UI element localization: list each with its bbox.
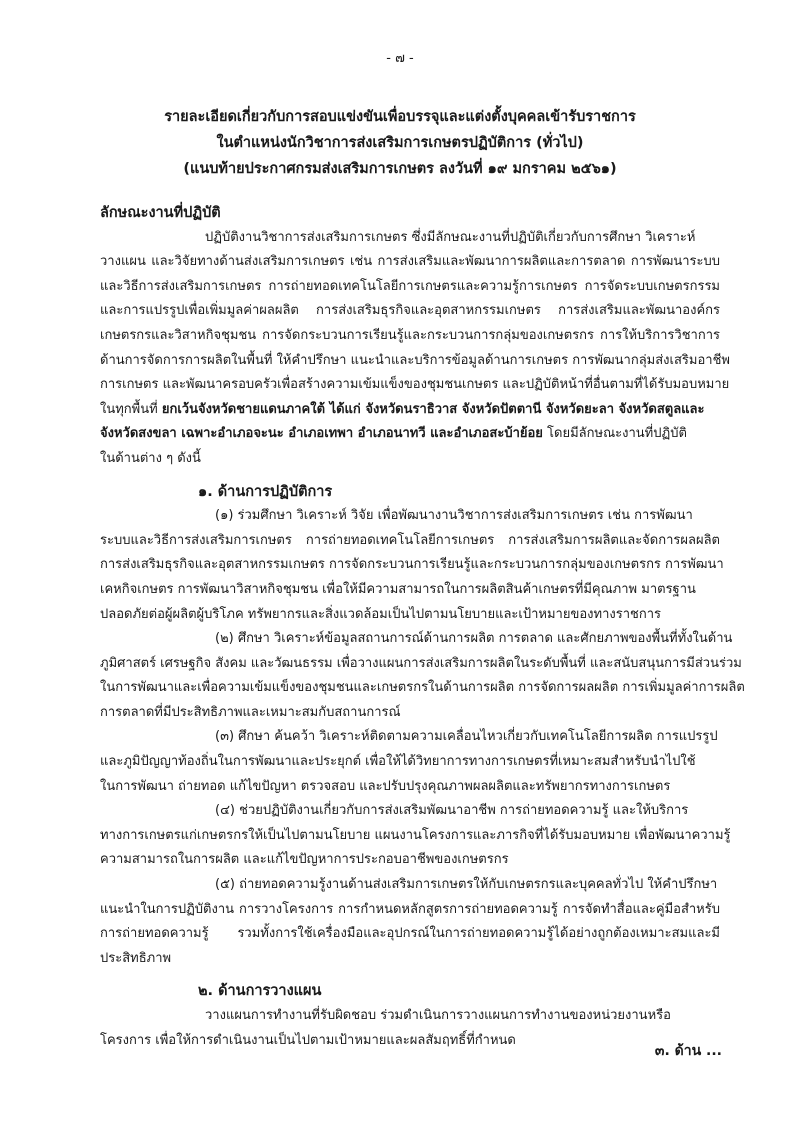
intro-line: การเกษตร และพัฒนาครอบครัวเพื่อสร้างความเข้มแข็งของชุมชนเกษตร และปฏิบัติหน้าที่อื่นตามที่ได้รับมอบหมาย <box>100 377 730 393</box>
title-line-2: ในตำแหน่งนักวิชาการส่งเสริมการเกษตรปฏิบัติการ (ทั่วไป) <box>216 135 584 151</box>
title-line-1: รายละเอียดเกี่ยวกับการสอบแข่งขันเพื่อบรรจุและแต่งตั้งบุคคลเข้ารับราชการ <box>164 109 636 125</box>
document-body <box>100 201 745 1053</box>
intro-line: ด้านการจัดการการผลิตในพื้นที่ ให้คำปรึกษา แนะนำและบริการข้อมูลด้านการเกษตร การพัฒนากลุ่มส่งเสริมอาชีพ <box>100 352 730 368</box>
item-line: ภูมิศาสตร์ เศรษฐกิจ สังคม และวัฒนธรรม เพื่อวางแผนการส่งเสริมการผลิตในระดับพื้นที่ และสนับสนุนการมีส่วนร่วม <box>100 655 742 671</box>
exception-text: จังหวัดสงขลา เฉพาะอำเภอจะนะ อำเภอเทพา อำเภอนาทวี และอำเภอสะบ้าย้อย <box>100 426 543 442</box>
subsection-planning <box>100 979 720 1053</box>
item-line: ทางการเกษตรแก่เกษตรกรให้เป็นไปตามนโยบาย แผนงานโครงการและภารกิจที่ได้รับมอบหมาย เพื่อพัฒนาความรู้ <box>100 827 731 843</box>
list-item <box>100 504 724 627</box>
exception-text: ยกเว้นจังหวัดชายแดนภาคใต้ ได้แก่ จังหวัดนราธิวาส จังหวัดปัตตานี จังหวัดยะลา จังหวัดสตูลและ <box>161 401 705 417</box>
list-item <box>100 799 731 873</box>
item-line: แนะนำในการปฏิบัติงาน การวางโครงการ การกำหนดหลักสูตรการถ่ายทอดความรู้ การจัดทำสื่อและคู่มือสำหรับ <box>100 901 720 917</box>
subsection-heading: ๒. ด้านการวางแผน <box>198 983 322 1000</box>
item-line: (๕) ถ่ายทอดความรู้งานด้านส่งเสริมการเกษตรให้กับเกษตรกรและบุคคลทั่วไป ให้คำปรึกษา <box>215 877 718 893</box>
list-item <box>100 1004 720 1053</box>
item-line: (๔) ช่วยปฏิบัติงานเกี่ยวกับการส่งเสริมพัฒนาอาชีพ การถ่ายทอดความรู้ และให้บริการ <box>215 803 689 819</box>
title-line-3: (แนบท้ายประกาศกรมส่งเสริมการเกษตร ลงวันที่ ๑๙ มกราคม ๒๕๖๑) <box>183 161 617 177</box>
item-line: ในการพัฒนาและเพื่อความเข้มแข็งของชุมชนและเกษตรกรในด้านการผลิต การจัดการผลผลิต การเพิ่มมูลค่าการผลิต <box>100 680 745 696</box>
item-line: (๒) ศึกษา วิเคราะห์ข้อมูลสถานการณ์ด้านการผลิต การตลาด และศักยภาพของพื้นที่ทั้งในด้าน <box>215 631 733 647</box>
intro-line: และการแปรรูปเพื่อเพิ่มมูลค่าผลผลิต การส่งเสริมธุรกิจและอุตสาหกรรมเกษตร การส่งเสริมและพัฒนาองค์กร <box>100 303 720 319</box>
document-title <box>0 104 800 182</box>
item-line: ปลอดภัยต่อผู้ผลิตผู้บริโภค ทรัพยากรและสิ่งแวดล้อมเป็นไปตามนโยบายและเป้าหมายของทางราชการ <box>100 606 661 622</box>
page-number: - ๗ - <box>386 51 414 66</box>
intro-paragraph <box>100 226 730 472</box>
item-line: ประสิทธิภาพ <box>100 950 172 966</box>
intro-text: ในทุกพื้นที่ <box>100 401 162 417</box>
intro-line: วางแผน และวิจัยทางด้านส่งเสริมการเกษตร เช่น การส่งเสริมและพัฒนาการผลิตและการตลาด การพัฒนาระบบ <box>100 254 720 270</box>
item-line: โครงการ เพื่อให้การดำเนินงานเป็นไปตามเป้าหมายและผลสัมฤทธิ์ที่กำหนด <box>100 1032 516 1048</box>
section-heading: ลักษณะงานที่ปฏิบัติ <box>100 205 221 221</box>
list-item <box>100 627 745 725</box>
item-line: เคหกิจเกษตร การพัฒนาวิสาหกิจชุมชน เพื่อให้มีความสามารถในการผลิตสินค้าเกษตรที่มีคุณภาพ มาตรฐาน <box>100 581 696 597</box>
intro-text: โดยมีลักษณะงานที่ปฏิบัติ <box>542 426 687 442</box>
intro-line <box>100 422 720 447</box>
item-line: และภูมิปัญญาท้องถิ่นในการพัฒนาและประยุกต์ เพื่อให้ได้วิทยาการทางการเกษตรที่เหมาะสมสำหรับนำไปใช้ <box>100 754 696 770</box>
item-line: การถ่ายทอดความรู้ รวมทั้งการใช้เครื่องมือและอุปกรณ์ในการถ่ายทอดความรู้ได้อย่างถูกต้องเหมาะสมและมี <box>100 926 720 942</box>
intro-line: เกษตรกรและวิสาหกิจชุมชน การจัดกระบวนการเรียนรู้และกระบวนการกลุ่มของเกษตรกร การให้บริการวิชาการ <box>100 327 720 343</box>
item-line: ระบบและวิธีการส่งเสริมการเกษตร การถ่ายทอดเทคโนโลยีการเกษตร การส่งเสริมการผลิตและจัดการผลผลิต <box>100 532 720 548</box>
intro-line <box>100 398 720 423</box>
item-line: การตลาดที่มีประสิทธิภาพและเหมาะสมกับสถานการณ์ <box>100 704 401 720</box>
list-item <box>100 873 720 971</box>
intro-line: ปฏิบัติงานวิชาการส่งเสริมการเกษตร ซึ่งมีลักษณะงานที่ปฏิบัติเกี่ยวกับการศึกษา วิเคราะห์ <box>205 229 696 245</box>
intro-line: และวิธีการส่งเสริมการเกษตร การถ่ายทอดเทคโนโลยีการเกษตรและความรู้การเกษตร การจัดระบบเกษตรกรรม <box>100 278 720 294</box>
item-line: การส่งเสริมธุรกิจและอุตสาหกรรมเกษตร การจัดกระบวนการเรียนรู้และกระบวนการกลุ่มของเกษตรกร การพัฒนา <box>100 557 724 573</box>
item-line: (๑) ร่วมศึกษา วิเคราะห์ วิจัย เพื่อพัฒนางานวิชาการส่งเสริมการเกษตร เช่น การพัฒนา <box>215 508 693 524</box>
item-line: (๓) ศึกษา ค้นคว้า วิเคราะห์ติดตามความเคลื่อนไหวเกี่ยวกับเทคโนโลยีการผลิต การแปรรูป <box>215 729 718 745</box>
spacer <box>100 472 720 480</box>
subsection-operations <box>100 480 745 972</box>
item-line: ความสามารถในการผลิต และแก้ไขปัญหาการประกอบอาชีพของเกษตรกร <box>100 852 509 868</box>
continuation-marker: ๓. ด้าน ... <box>654 1043 722 1059</box>
list-item <box>100 725 720 799</box>
item-line: วางแผนการทำงานที่รับผิดชอบ ร่วมดำเนินการวางแผนการทำงานของหน่วยงานหรือ <box>205 1008 671 1023</box>
item-line: ในการพัฒนา ถ่ายทอด แก้ไขปัญหา ตรวจสอบ และปรับปรุงคุณภาพผลผลิตและทรัพยากรทางการเกษตร <box>100 778 671 794</box>
intro-line: ในด้านต่าง ๆ ดังนี้ <box>100 450 201 466</box>
spacer <box>100 971 720 979</box>
subsection-heading: ๑. ด้านการปฏิบัติการ <box>198 483 333 500</box>
